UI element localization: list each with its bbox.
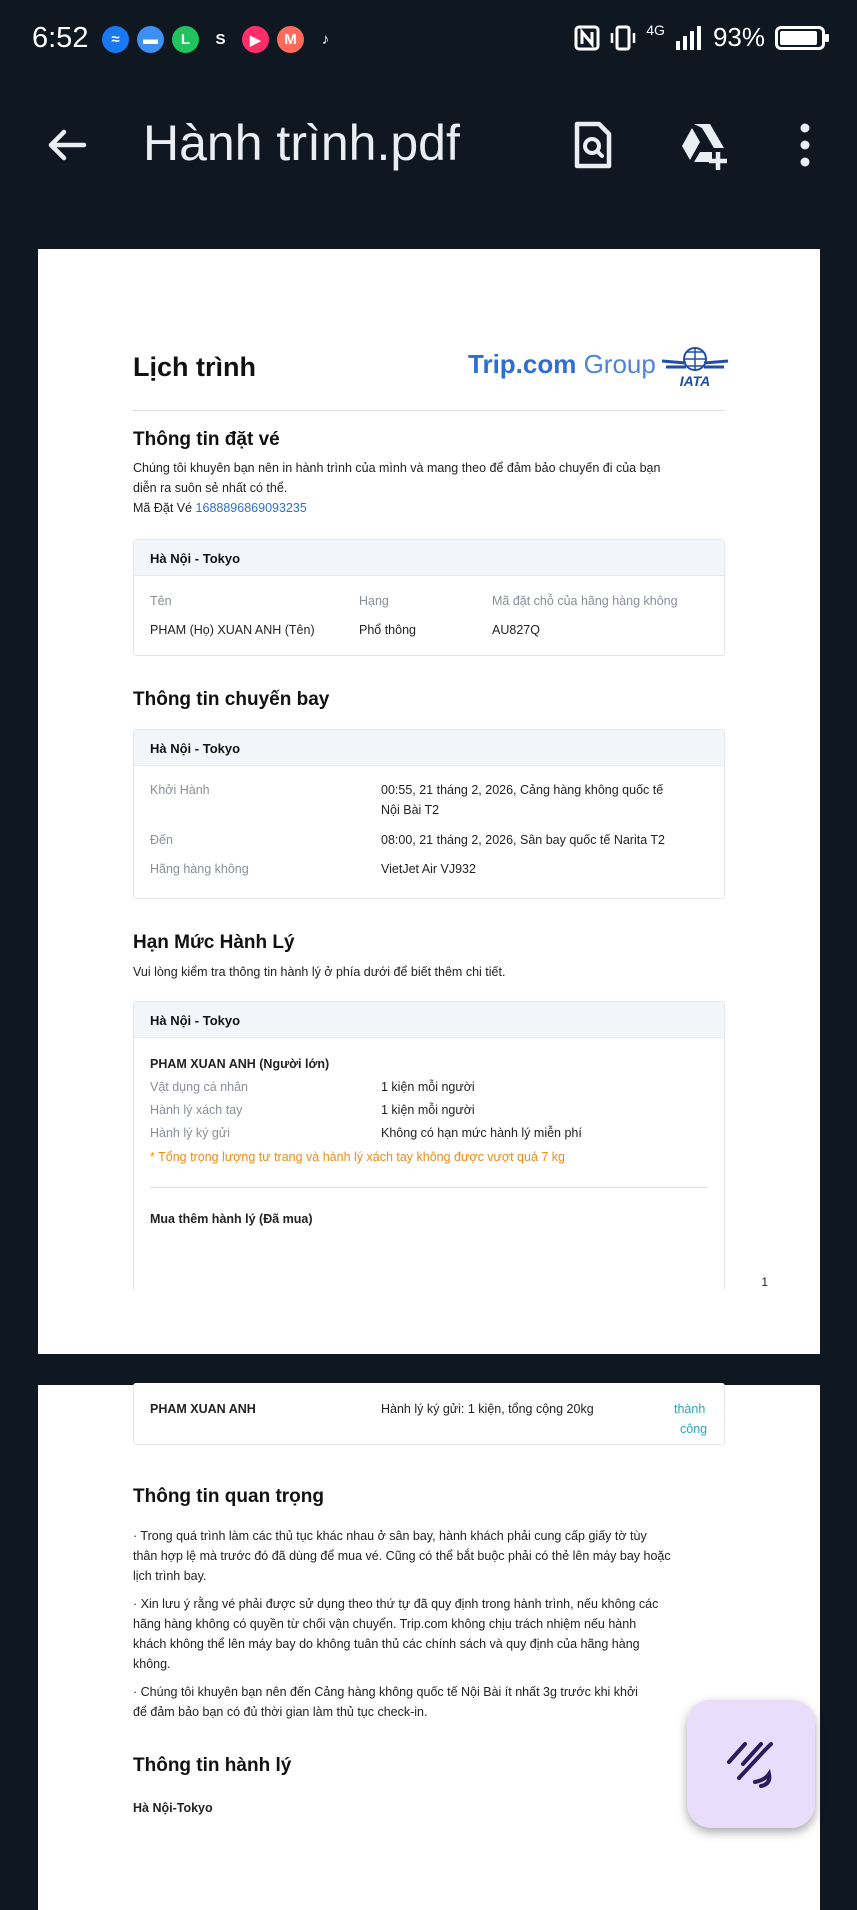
annotate-button[interactable]: [687, 1700, 815, 1828]
personal-item-value: 1 kiện mỗi người: [381, 1080, 475, 1094]
line-icon: L: [172, 26, 199, 53]
departure-value-2: Nội Bài T2: [381, 803, 440, 817]
baggage-allowance-heading: Hạn Mức Hành Lý: [133, 932, 295, 953]
arrival-value: 08:00, 21 tháng 2, 2026, Sân bay quốc tế Narita T2: [381, 833, 666, 847]
cabin-class: Phổ thông: [359, 623, 416, 637]
airline-pnr: AU827Q: [492, 623, 540, 637]
booking-code-label: Mã Đặt Vé: [133, 501, 193, 515]
important-3-line-2: để đảm bảo bạn có đủ thời gian làm thủ tục check-in.: [133, 1705, 428, 1719]
page-number: 1: [761, 1275, 768, 1289]
s-app-icon: S: [215, 31, 226, 48]
tripcom-logo-group: Group: [576, 349, 656, 379]
extra-baggage-passenger: PHAM XUAN ANH: [150, 1402, 256, 1416]
booking-code-value[interactable]: 1688896869093235: [195, 501, 307, 515]
battery-icon: [775, 26, 825, 50]
baggage-info-heading: Thông tin hành lý: [133, 1755, 292, 1776]
pdf-page-1[interactable]: [38, 249, 820, 1354]
extra-baggage-status-2: công: [680, 1422, 708, 1436]
search-in-document-icon[interactable]: [565, 118, 619, 172]
baggage-allowance-desc: Vui lòng kiểm tra thông tin hành lý ở phía dưới để biết thêm chi tiết.: [133, 965, 506, 979]
departure-value-1: 00:55, 21 tháng 2, 2026, Cảng hàng không quốc tế: [381, 783, 664, 797]
tripcom-logo-text: Trip.com: [468, 349, 577, 379]
status-indicators: [574, 22, 825, 53]
tripcom-logo: [468, 349, 656, 380]
chat-icon: ▬: [137, 26, 164, 53]
important-1-line-2: thân hợp lệ mà trước đó đã dùng để mua vé. Cũng có thể bắt buộc phải có thẻ lên máy bay hoặc: [133, 1549, 671, 1563]
booking-info-heading: Thông tin đặt vé: [133, 429, 280, 450]
important-1-line-3: lịch trình bay.: [133, 1569, 207, 1583]
status-bar: [0, 0, 857, 80]
extra-baggage-row: [133, 1383, 725, 1445]
weight-note: * Tổng trọng lượng tư trang và hành lý xách tay không được vượt quá 7 kg: [150, 1150, 566, 1164]
personal-item-label: Vật dụng cá nhân: [150, 1080, 248, 1094]
airline-value: VietJet Air VJ932: [381, 862, 476, 876]
booking-card-title: Hà Nội - Tokyo: [134, 540, 724, 576]
flight-info-heading: Thông tin chuyến bay: [133, 689, 330, 710]
important-2-line-3: khách không thể lên máy bay do không tuân thủ các chính sách và quy định của hãng hàng: [133, 1637, 640, 1651]
carry-on-value: 1 kiện mỗi người: [381, 1103, 475, 1117]
divider: [133, 410, 725, 411]
col-name-label: Tên: [150, 594, 172, 608]
app-bar: [0, 100, 857, 190]
booking-code: [133, 498, 307, 518]
baggage-divider: [150, 1187, 708, 1188]
nfc-icon: [574, 25, 600, 51]
pen-scribble-icon: [725, 1738, 777, 1790]
tiktok-icon: ♪: [321, 31, 330, 48]
app-icon: M: [277, 26, 304, 53]
airline-label: Hãng hàng không: [150, 862, 249, 876]
departure-label: Khởi Hành: [150, 783, 210, 797]
messenger-icon: ≈: [102, 26, 129, 53]
battery-percent: 93%: [712, 22, 765, 52]
baggage-card-title: Hà Nội - Tokyo: [134, 1002, 724, 1038]
booking-card: [133, 539, 725, 656]
baggage-info-route: Hà Nội-Tokyo: [133, 1801, 213, 1815]
battery-level: [780, 31, 817, 45]
signal-icon: [675, 25, 703, 51]
itinerary-title: Lịch trình: [133, 352, 256, 382]
add-to-drive-icon[interactable]: [676, 118, 730, 172]
svg-text:IATA: IATA: [679, 373, 711, 389]
play-icon: ▶: [242, 26, 269, 53]
important-1-line-1: · Trong quá trình làm các thủ tục khác nhau ở sân bay, hành khách phải cung cấp giấy tờ tùy: [133, 1529, 647, 1543]
important-3-line-1: · Chúng tôi khuyên bạn nên đến Cảng hàng không quốc tế Nội Bài ít nhất 3g trước khi khởi: [133, 1685, 638, 1699]
extra-baggage-title: Mua thêm hành lý (Đã mua): [150, 1212, 313, 1226]
important-info-heading: Thông tin quan trọng: [133, 1486, 325, 1507]
col-class-label: Hạng: [359, 594, 389, 608]
checked-baggage-value: Không có hạn mức hành lý miễn phí: [381, 1126, 582, 1140]
extra-baggage-desc: Hành lý ký gửi: 1 kiện, tổng cộng 20kg: [381, 1402, 594, 1416]
baggage-passenger: PHAM XUAN ANH (Người lớn): [150, 1057, 330, 1071]
extra-baggage-status-1: thành: [674, 1402, 706, 1416]
notification-icons: [102, 26, 339, 53]
more-options-icon[interactable]: [778, 118, 832, 172]
passenger-name: PHAM (Họ) XUAN ANH (Tên): [150, 623, 315, 637]
flight-card-title: Hà Nội - Tokyo: [134, 730, 724, 766]
network-type: 4G: [646, 22, 665, 38]
checked-baggage-label: Hành lý ký gửi: [150, 1126, 230, 1140]
baggage-card: [133, 1001, 725, 1291]
important-2-line-2: hãng hàng không có quyền từ chối vận chuyển. Trip.com không chịu trách nhiệm nếu hành: [133, 1617, 637, 1631]
back-arrow-icon[interactable]: [44, 122, 90, 168]
important-2-line-4: không.: [133, 1657, 171, 1671]
col-pnr-label: Mã đặt chỗ của hãng hàng không: [492, 594, 678, 608]
flight-card: [133, 729, 725, 899]
document-title: Hành trình.pdf: [143, 115, 460, 171]
carry-on-label: Hành lý xách tay: [150, 1103, 243, 1117]
status-time: 6:52: [32, 22, 89, 54]
iata-logo-icon: [660, 345, 730, 389]
booking-info-desc-1: Chúng tôi khuyên bạn nên in hành trình của mình và mang theo để đảm bảo chuyến đi của bạn: [133, 461, 661, 475]
important-2-line-1: · Xin lưu ý rằng vé phải được sử dụng theo thứ tự đã quy định trong hành trình, nếu không các: [133, 1597, 659, 1611]
pdf-page-2[interactable]: [38, 1385, 820, 1910]
vibrate-icon: [610, 24, 636, 52]
arrival-label: Đến: [150, 833, 173, 847]
booking-info-desc-2: diễn ra suôn sẻ nhất có thể.: [133, 481, 288, 495]
